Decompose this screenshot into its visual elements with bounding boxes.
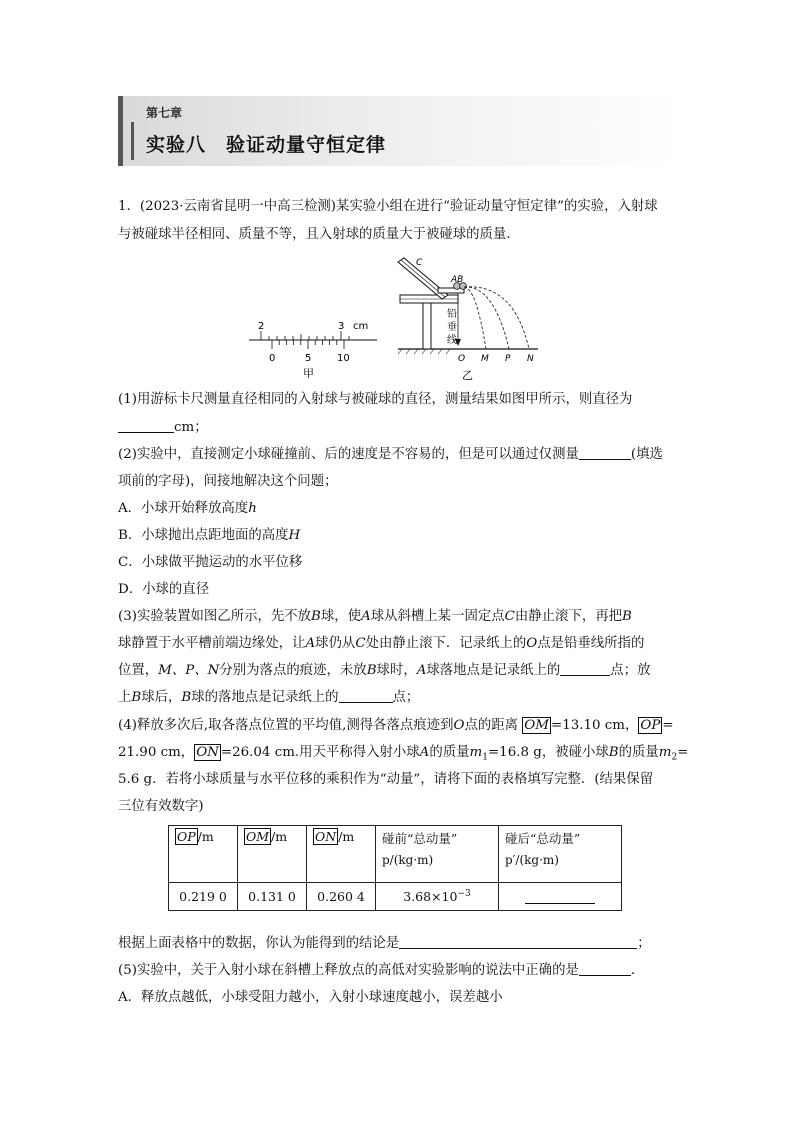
option-d: D．小球的直径 [118, 582, 210, 597]
q1-part3-line-1 [118, 607, 632, 627]
q1-part5-line [118, 961, 644, 981]
t: 球，使 [320, 609, 362, 624]
answer-blank-conclusion[interactable] [399, 934, 637, 949]
td-on: 0.260 4 [307, 883, 376, 911]
t: 点的距离 [464, 718, 519, 733]
t: (5)实验中，关于入射小球在斜槽上释放点的高低对实验影响的说法中正确的是 [118, 963, 579, 978]
t: 的质量 [429, 745, 470, 760]
chapter-label: 第七章 [146, 106, 183, 120]
p2-text-a: (2)实验中，直接测定小球碰撞前、后的速度是不容易的，但是可以通过仅测量 [118, 447, 579, 462]
td-om: 0.131 0 [238, 883, 307, 911]
v: B [366, 663, 377, 678]
t: 上 [118, 690, 132, 705]
vernier-label-10: 10 [337, 353, 350, 364]
v: B [622, 609, 632, 624]
th-after [499, 826, 622, 883]
option-b [118, 526, 300, 546]
t: $\overline{OM}$ [246, 829, 270, 844]
t: /m [271, 829, 288, 844]
overline-om: $\overline{OM}$ [524, 718, 549, 733]
v: B [608, 745, 619, 760]
option-c: C．小球做平抛运动的水平位移 [118, 555, 303, 570]
v: B [131, 690, 142, 705]
v: m [658, 745, 672, 760]
table-row [169, 883, 622, 911]
option-a [118, 499, 257, 519]
option-b-text: B．小球抛出点距地面的高度 [118, 528, 289, 543]
label-n: N [527, 354, 534, 364]
q1-part4-line-4: 三位有效数字) [118, 799, 204, 814]
t: 球的落地点是记录纸上的 [191, 690, 339, 705]
v: O [453, 718, 465, 733]
sub: 2 [671, 752, 678, 763]
q1-part5-option-a: A．释放点越低，小球受阻力越小，入射小球速度越小，误差越小 [118, 990, 503, 1005]
th-before [376, 826, 499, 883]
option-a-var: h [248, 501, 257, 516]
label-o: O [458, 354, 466, 364]
t: =13.10 cm， [550, 718, 639, 733]
p1-unit: cm； [174, 420, 208, 435]
q1-intro-line-2: 与被碰球半径相同、质量不等，且入射球的质量大于被碰球的质量． [118, 227, 520, 242]
q1-part4-line-2 [118, 743, 688, 768]
vernier-scale-ticks [272, 340, 344, 349]
v: B [181, 690, 192, 705]
t: 根据上面表格中的数据，你认为能得到的结论是 [118, 936, 400, 951]
q1-part4-line-1 [118, 716, 674, 736]
t: ． [630, 963, 645, 978]
t: 点；放 [610, 663, 651, 678]
label-m: M [481, 354, 489, 364]
t: 处由静止滚下．记录纸上的 [365, 636, 527, 651]
v: O [526, 636, 538, 651]
header-accent-bar [118, 96, 123, 166]
figure-jia-label: 甲 [303, 367, 314, 380]
t: 球落地点是记录纸上的 [426, 663, 561, 678]
t: 由静止滚下，再把 [514, 609, 623, 624]
sup: −3 [457, 888, 471, 899]
t: 碰后“总动量” [505, 831, 581, 846]
t: =26.04 cm.用天平称得入射小球 [220, 745, 420, 760]
q1-part3-line-2 [118, 634, 644, 654]
td-op: 0.219 0 [169, 883, 238, 911]
answer-blank-5[interactable] [579, 961, 631, 976]
t: p′/(kg·m) [505, 853, 559, 867]
title-part-b: 验证动量守恒定律 [226, 134, 387, 156]
t: 球静置于水平槽前端边缘处，让 [118, 636, 306, 651]
main-label-2: 2 [258, 321, 265, 332]
figure-jia-vernier [245, 318, 385, 380]
q1-part2-line-1 [118, 445, 663, 465]
plumb-char-1: 铅 [447, 309, 457, 320]
q1-part4-line-3: 5.6 g．若将小球质量与水平位移的乘积作为“动量”，请将下面的表格填写完整．(结果保留 [118, 772, 654, 787]
t: (3)实验装置如图乙所示，先不放 [118, 609, 312, 624]
td-before [376, 883, 499, 911]
t: 21.90 cm， [118, 745, 195, 760]
v: A [419, 745, 430, 760]
t: 点是铅垂线所指的 [537, 636, 645, 651]
t: 球时， [376, 663, 417, 678]
t: /m [338, 829, 355, 844]
option-b-var: H [288, 528, 301, 543]
label-ab: AB [451, 275, 464, 285]
v: C [504, 609, 515, 624]
answer-blank-2[interactable] [579, 445, 631, 460]
t: 球从斜槽上某一固定点 [370, 609, 505, 624]
v: A [416, 663, 427, 678]
t: 碰前“总动量” [382, 831, 458, 846]
option-a-text: A．小球开始释放高度 [118, 501, 249, 516]
vernier-label-5: 5 [305, 353, 312, 364]
title-accent-bar [131, 122, 134, 160]
t: = [662, 718, 674, 733]
answer-blank-1[interactable] [118, 418, 174, 433]
td-after [499, 883, 622, 911]
q1-intro-line-1: 1．(2023·云南省昆明一中高三检测)某实验小组在进行“验证动量守恒定律”的实验，入射球 [118, 199, 658, 214]
v: C [355, 636, 366, 651]
t: (4)释放多次后,取各落点位置的平均值,测得各落点痕迹到 [118, 718, 454, 733]
q1-part1-line-1: (1)用游标卡尺测量直径相同的入射球与被碰球的直径，测量结果如图甲所示，则直径为 [118, 392, 633, 407]
t: 球仍从 [315, 636, 356, 651]
momentum-table [168, 825, 622, 911]
t: 球后， [141, 690, 182, 705]
t: =16.8 g，被碰小球 [487, 745, 609, 760]
t: 点； [392, 690, 420, 705]
t: = [677, 745, 689, 760]
t: /m [197, 829, 214, 844]
q1-part3-line-3 [118, 661, 650, 681]
vernier-label-0: 0 [269, 353, 276, 364]
th-on [307, 826, 376, 883]
main-unit: cm [353, 321, 369, 332]
p2-text-b: (填选 [630, 447, 663, 462]
conclusion-line [118, 934, 651, 954]
t: 的质量 [618, 745, 659, 760]
v: M、P、N [158, 663, 220, 678]
plumb-char-2: 垂 [447, 322, 457, 333]
main-label-3: 3 [338, 321, 345, 332]
t: $\overline{ON}$ [315, 829, 337, 844]
t: 位置， [118, 663, 159, 678]
answer-blank-table[interactable] [525, 889, 595, 904]
figure-yi-apparatus [396, 255, 546, 383]
v: A [361, 609, 371, 624]
table-header-row [169, 826, 622, 883]
plumb-char-3: 线 [447, 335, 457, 346]
t: 3.68×10 [403, 889, 458, 905]
answer-blank-3a[interactable] [560, 661, 610, 676]
t: p/(kg·m) [382, 853, 434, 867]
figure-yi-label: 乙 [462, 369, 473, 382]
q1-part2-line-2: 项前的字母)，间接地解决这个问题； [118, 474, 338, 489]
t: $\overline{OP}$ [177, 829, 196, 844]
v: m [469, 745, 483, 760]
th-om [238, 826, 307, 883]
t: ； [637, 936, 651, 951]
label-c: C [416, 258, 423, 268]
q1-part3-line-4 [118, 688, 419, 708]
v: B [311, 609, 321, 624]
answer-blank-3b[interactable] [339, 688, 393, 703]
label-p: P [505, 354, 511, 364]
q1-part1-line-2 [118, 418, 208, 438]
overline-op: $\overline{OP}$ [640, 718, 661, 733]
page-title [146, 130, 386, 157]
sub: 1 [482, 752, 488, 763]
v: A [305, 636, 316, 651]
overline-on: $\overline{ON}$ [196, 745, 219, 760]
th-op [169, 826, 238, 883]
t: 分别为落点的痕迹，未放 [219, 663, 367, 678]
title-part-a: 实验八 [146, 134, 207, 156]
main-scale-ticks [261, 331, 349, 340]
